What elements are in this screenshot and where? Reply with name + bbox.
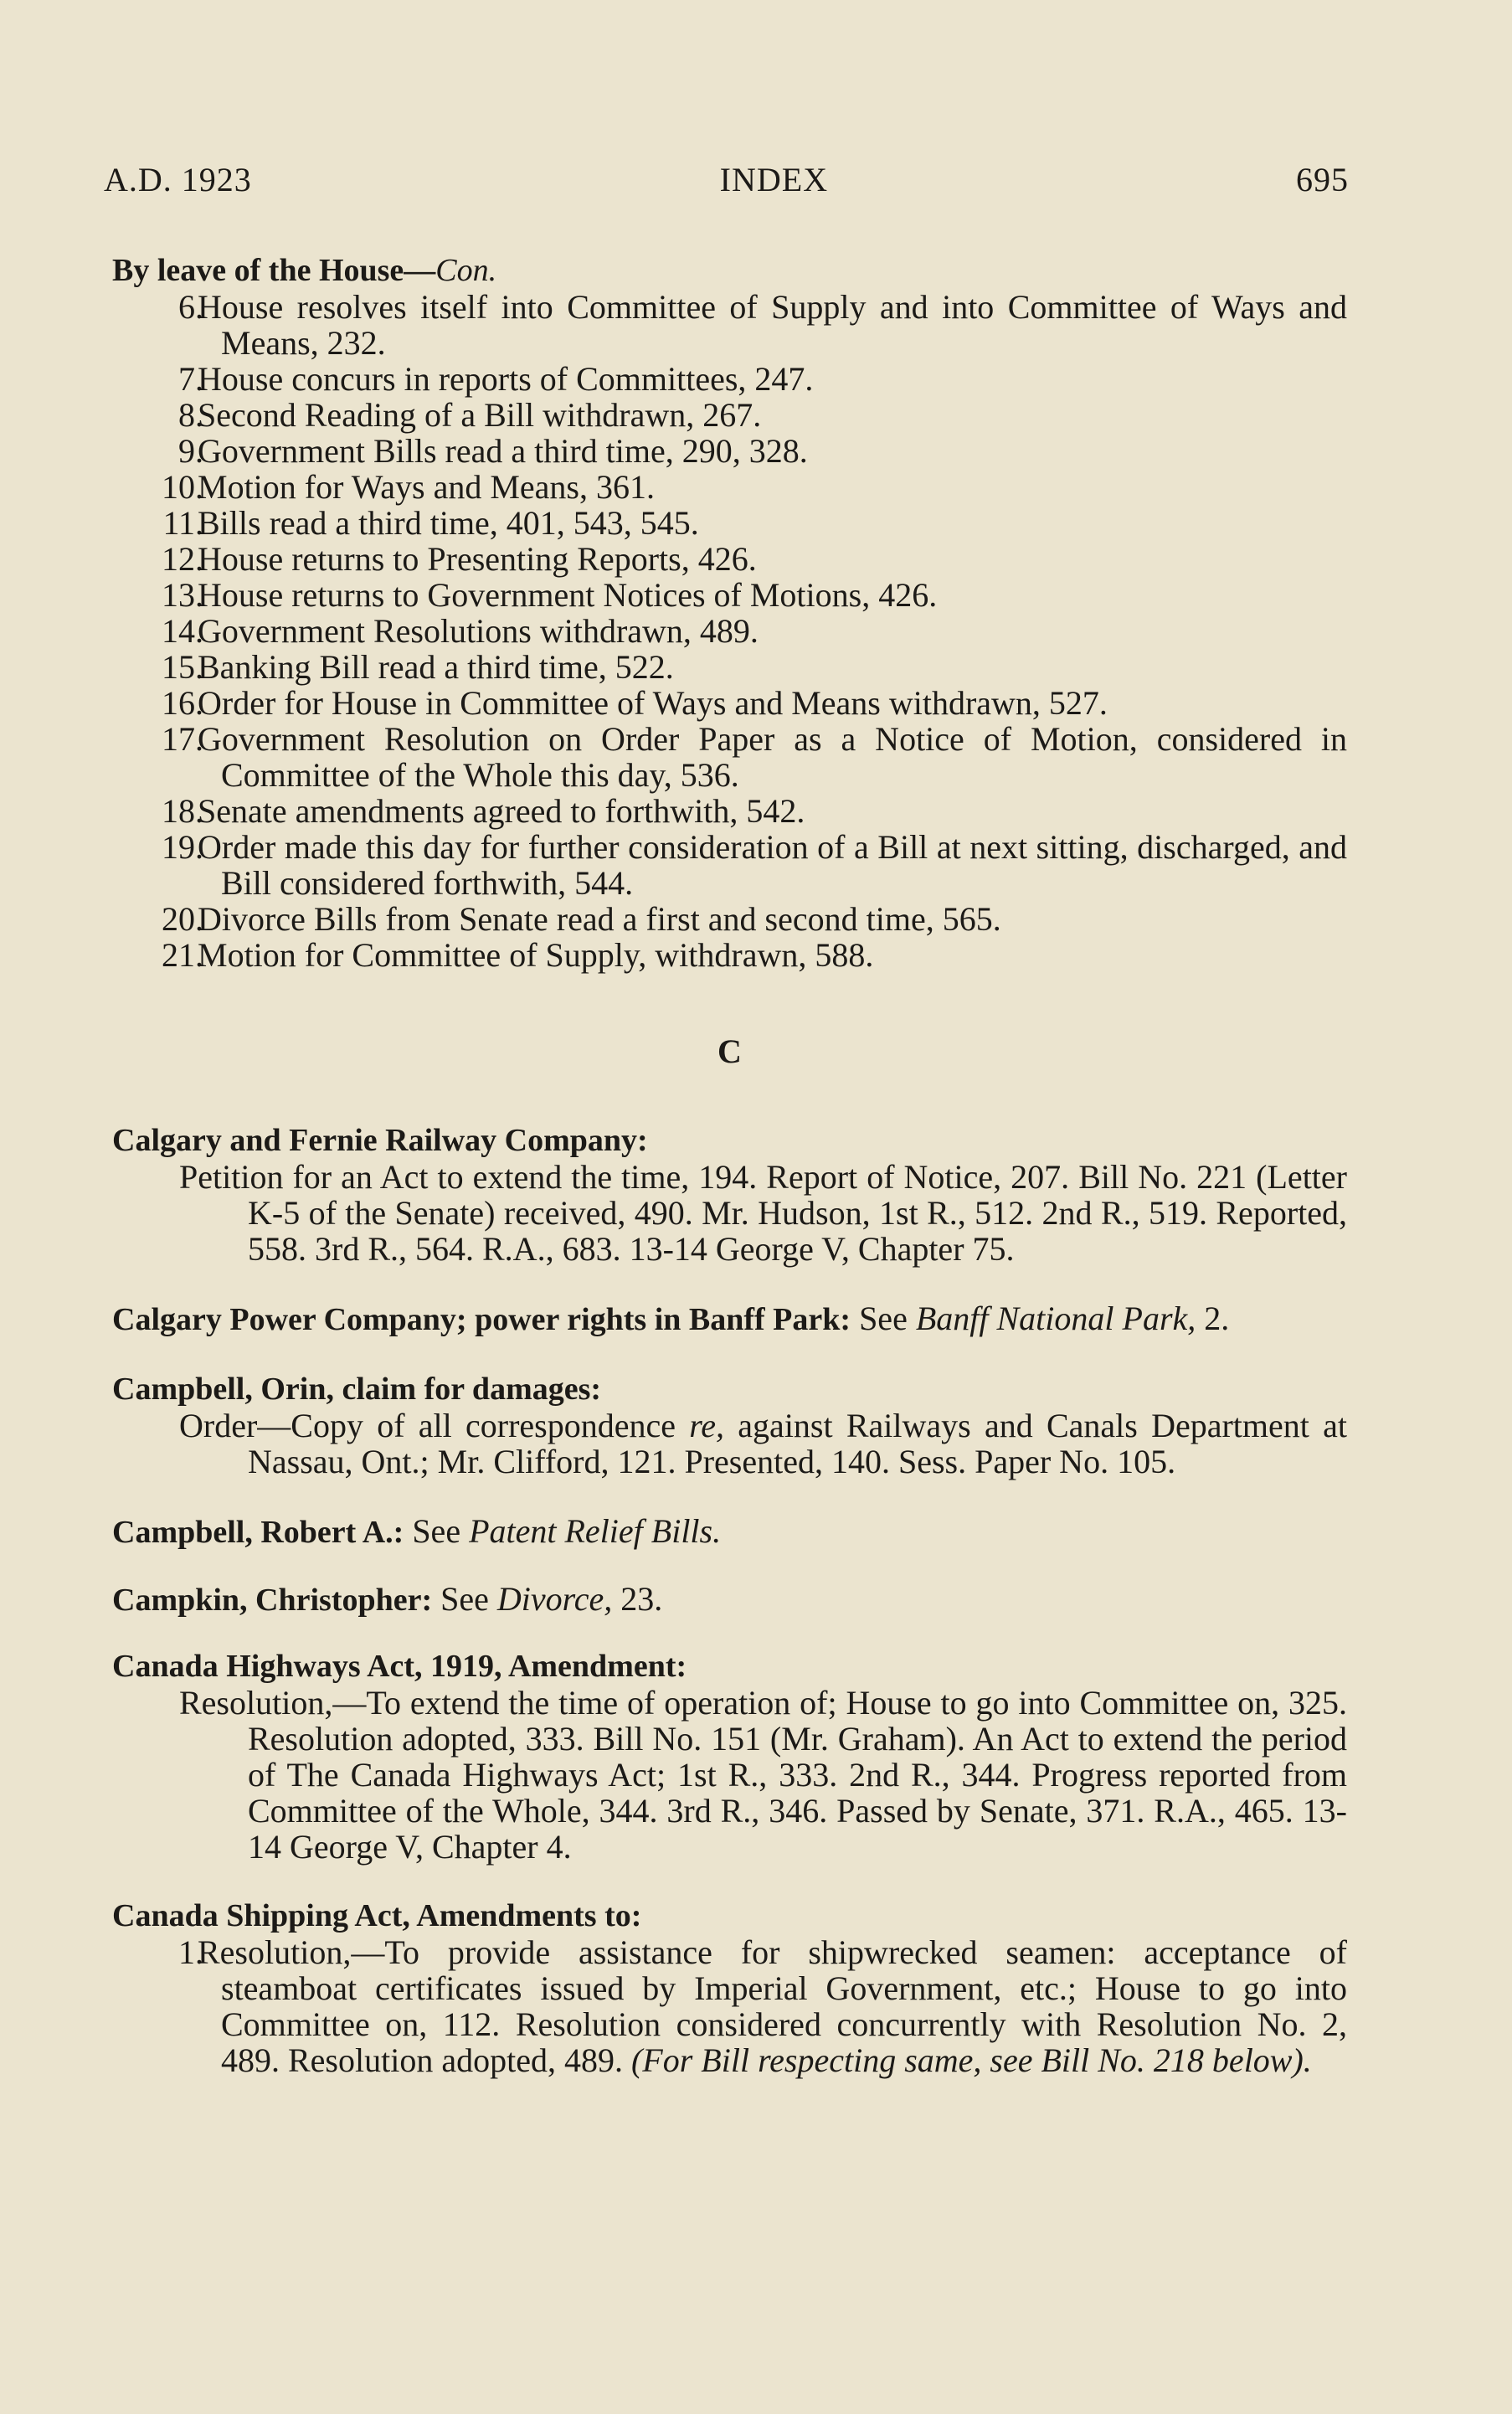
shipping-items-list bbox=[112, 1934, 1347, 2078]
item-text: House returns to Presenting Reports, 426. bbox=[198, 540, 757, 578]
item-number: 20. bbox=[162, 900, 203, 938]
item-number: 15. bbox=[162, 648, 203, 686]
item-number: 18. bbox=[162, 792, 203, 830]
list-item bbox=[112, 1934, 1347, 2078]
item-text: Banking Bill read a third time, 522. bbox=[198, 648, 674, 686]
list-item bbox=[112, 289, 1347, 361]
reference-number: 23. bbox=[620, 1580, 663, 1618]
cross-reference: Banff National Park, bbox=[915, 1300, 1196, 1337]
header-year: A.D. 1923 bbox=[104, 161, 252, 198]
list-item bbox=[112, 721, 1347, 793]
leave-heading: By leave of the House—Con. bbox=[112, 253, 497, 288]
entry-text: Petition for an Act to extend the time, 194. Report of Notice, 207. Bill No. 221 (Letter K-5 of the Senate) received, 490. Mr. Hudson, 1st R., 512. 2nd R., 519. Reported, 558. 3rd R., 564. R.A., 683. 13-14 George V, Chapter 75. bbox=[179, 1158, 1347, 1268]
item-number: 12. bbox=[162, 540, 203, 578]
list-item bbox=[112, 469, 1347, 505]
item-text: Order for House in Committee of Ways and Means withdrawn, 527. bbox=[198, 684, 1108, 722]
item-number: 19. bbox=[162, 828, 203, 866]
item-text: Government Resolution on Order Paper as a Notice of Motion, considered in Committee of the Whole this day, 536. bbox=[198, 720, 1347, 794]
item-text: House returns to Government Notices of Motions, 426. bbox=[198, 576, 938, 614]
item-number: 10. bbox=[162, 468, 203, 506]
item-text: Divorce Bills from Senate read a first and second time, 565. bbox=[198, 900, 1001, 938]
leave-con: Con. bbox=[435, 253, 497, 288]
running-header bbox=[104, 162, 1349, 198]
item-number: 21. bbox=[162, 936, 203, 974]
item-number: 9. bbox=[178, 432, 203, 470]
item-number: 17. bbox=[162, 720, 203, 758]
list-item bbox=[112, 613, 1347, 649]
page-number: 695 bbox=[1295, 161, 1349, 198]
item-text: Second Reading of a Bill withdrawn, 267. bbox=[198, 396, 762, 434]
entry-heading: Campbell, Robert A.: bbox=[112, 1515, 404, 1550]
entry-text: Resolution,—To extend the time of operation of; House to go into Committee on, 325. Resolution adopted, 333. Bill No. 151 (Mr. Graham). An Act to extend the period of The Canada Highways Act; 1st R., 333. 2nd R., 344. Progress reported from Committee of the Whole, 344. 3rd R., 346. Passed by Senate, 371. R.A., 465. 13-14 George V, Chapter 4. bbox=[179, 1684, 1347, 1866]
entry-heading: Canada Highways Act, 1919, Amendment: bbox=[112, 1649, 687, 1684]
entry-calgary-fernie bbox=[112, 1123, 1347, 1267]
entry-text: Order—Copy of all correspondence re, against Railways and Canals Department at Nassau, Ont.; Mr. Clifford, 121. Presented, 140. Sess. Paper No. 105. bbox=[179, 1407, 1347, 1480]
list-item bbox=[112, 397, 1347, 433]
item-text: House resolves itself into Committee of Supply and into Committee of Ways and Means, 232. bbox=[198, 288, 1347, 362]
list-item bbox=[112, 433, 1347, 469]
leave-title: By leave of the House bbox=[112, 253, 404, 288]
entry-heading: Calgary and Fernie Railway Company: bbox=[112, 1123, 648, 1158]
item-text: Motion for Committee of Supply, withdrawn, 588. bbox=[198, 936, 874, 974]
list-item bbox=[112, 649, 1347, 685]
item-text: Bills read a third time, 401, 543, 545. bbox=[198, 504, 699, 542]
entry-canada-shipping bbox=[112, 1898, 1347, 2078]
entry-heading: Campkin, Christopher: bbox=[112, 1583, 433, 1618]
item-text: Government Bills read a third time, 290, 328. bbox=[198, 432, 808, 470]
cross-reference: Divorce, bbox=[496, 1580, 613, 1618]
leave-items-list bbox=[112, 289, 1347, 973]
entry-heading: Canada Shipping Act, Amendments to: bbox=[112, 1898, 642, 1933]
list-item bbox=[112, 685, 1347, 721]
list-item bbox=[112, 505, 1347, 541]
entry-campkin bbox=[112, 1581, 1347, 1619]
item-number: 13. bbox=[162, 576, 203, 614]
cross-reference: Patent Relief Bills. bbox=[469, 1512, 722, 1550]
entry-campbell-orin bbox=[112, 1372, 1347, 1480]
item-number: 6. bbox=[178, 288, 203, 326]
list-item bbox=[112, 901, 1347, 937]
entry-heading: Calgary Power Company; power rights in Banff Park: bbox=[112, 1302, 851, 1337]
item-italic-note: (For Bill respecting same, see Bill No. 218 below). bbox=[630, 2041, 1312, 2079]
header-title: INDEX bbox=[719, 161, 829, 198]
section-letter: C bbox=[717, 1032, 742, 1070]
list-item bbox=[112, 577, 1347, 613]
item-text: Government Resolutions withdrawn, 489. bbox=[198, 612, 759, 650]
item-text: Senate amendments agreed to forthwith, 542. bbox=[198, 792, 805, 830]
item-number: 8. bbox=[178, 396, 203, 434]
list-item bbox=[112, 541, 1347, 577]
item-number: 1. bbox=[178, 1933, 203, 1971]
item-text: House concurs in reports of Committees, 247. bbox=[198, 360, 814, 398]
list-item bbox=[112, 361, 1347, 397]
item-number: 14. bbox=[162, 612, 203, 650]
list-item bbox=[112, 829, 1347, 901]
item-text: Resolution,—To provide assistance for shipwrecked seamen: acceptance of steamboat certificates issued by Imperial Government, etc.; House to go into Committee on, 112. Resolution considered concurrently with Resolution No. 2, 489. Resolution adopted, 489. bbox=[198, 1933, 1347, 2079]
reference-number: 2. bbox=[1204, 1300, 1230, 1337]
list-item bbox=[112, 793, 1347, 829]
entry-canada-highways bbox=[112, 1649, 1347, 1865]
item-number: 11. bbox=[162, 504, 203, 542]
see-label: See bbox=[412, 1512, 461, 1550]
entry-calgary-power bbox=[112, 1300, 1347, 1338]
entry-campbell-robert bbox=[112, 1513, 1347, 1551]
item-number: 7. bbox=[178, 360, 203, 398]
item-text: Order made this day for further consideration of a Bill at next sitting, discharged, and Bill considered forthwith, 544. bbox=[198, 828, 1347, 902]
see-label: See bbox=[440, 1580, 489, 1618]
item-number: 16. bbox=[162, 684, 203, 722]
see-label: See bbox=[859, 1300, 908, 1337]
item-text: Motion for Ways and Means, 361. bbox=[198, 468, 655, 506]
entry-heading: Campbell, Orin, claim for damages: bbox=[112, 1372, 602, 1407]
list-item bbox=[112, 937, 1347, 973]
index-content bbox=[112, 253, 1347, 2078]
